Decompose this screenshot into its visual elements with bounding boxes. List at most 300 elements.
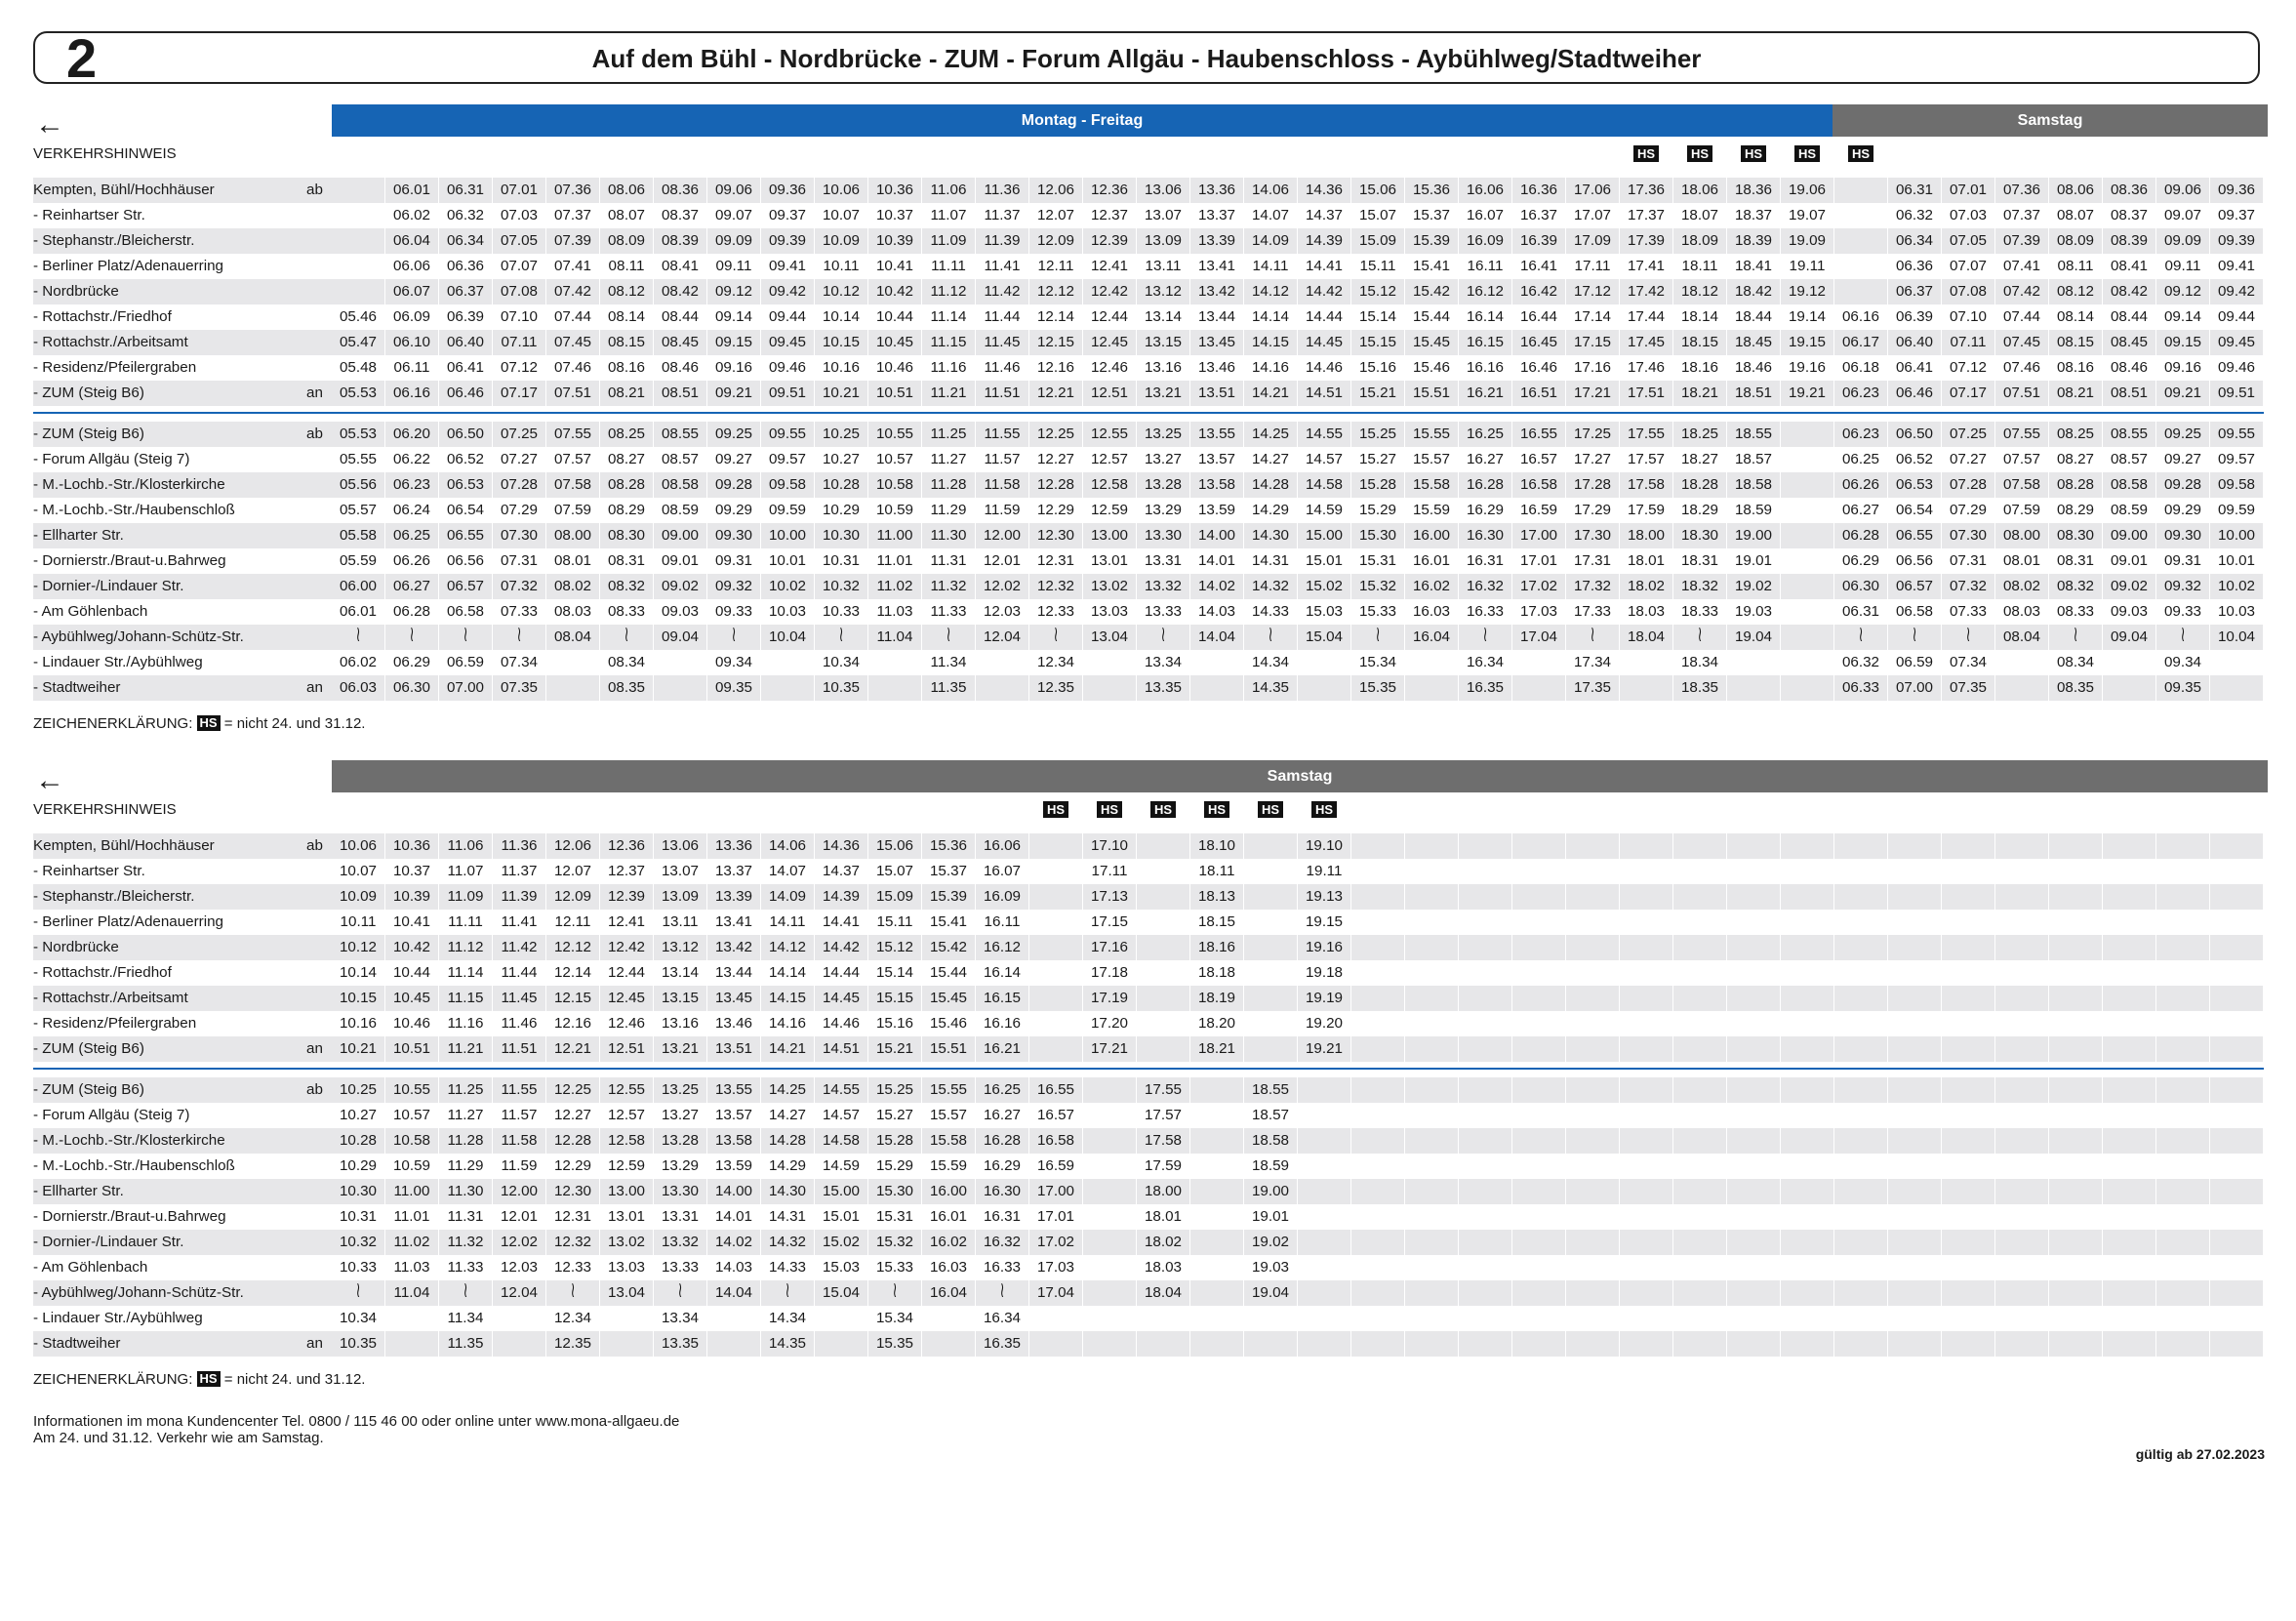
time-cell: 16.32 bbox=[976, 1230, 1029, 1255]
time-cell: 07.44 bbox=[1995, 304, 2049, 330]
time-cell bbox=[922, 1331, 976, 1357]
stop-name: - Stephanstr./Bleicherstr. bbox=[33, 228, 306, 254]
time-cell: 11.46 bbox=[493, 1011, 546, 1036]
time-cell: 12.02 bbox=[493, 1230, 546, 1255]
time-cell: 15.55 bbox=[922, 1077, 976, 1103]
time-cell: 18.27 bbox=[1673, 447, 1727, 472]
time-cell: 10.51 bbox=[385, 1036, 439, 1062]
time-cell bbox=[976, 675, 1029, 701]
time-cell: 06.39 bbox=[439, 304, 493, 330]
time-cell: 14.28 bbox=[1244, 472, 1298, 498]
time-cell: 11.11 bbox=[439, 910, 493, 935]
time-cell: 11.34 bbox=[922, 650, 976, 675]
time-cell: 12.33 bbox=[1029, 599, 1083, 625]
arrival-departure-marker bbox=[306, 548, 332, 574]
time-cell: 19.15 bbox=[1298, 910, 1351, 935]
time-cell bbox=[1781, 1306, 1834, 1331]
hs-marker: HS bbox=[1794, 145, 1820, 162]
time-cell: 16.57 bbox=[1512, 447, 1566, 472]
time-cell bbox=[2103, 1036, 2156, 1062]
time-cell: 10.28 bbox=[332, 1128, 385, 1154]
time-cell: 09.44 bbox=[761, 304, 815, 330]
time-cell: 11.28 bbox=[439, 1128, 493, 1154]
skip-squiggle-icon: ≀ bbox=[570, 1280, 576, 1302]
time-cell bbox=[1888, 1306, 1942, 1331]
time-cell bbox=[2210, 1077, 2264, 1103]
time-cell: 13.59 bbox=[1190, 498, 1244, 523]
time-cell bbox=[1995, 1128, 2049, 1154]
time-cell bbox=[1351, 1230, 1405, 1255]
time-cell bbox=[1673, 1306, 1727, 1331]
time-cell bbox=[1029, 859, 1083, 884]
time-cell bbox=[1620, 1331, 1673, 1357]
time-cell bbox=[2156, 833, 2210, 859]
stop-name: - Forum Allgäu (Steig 7) bbox=[33, 1107, 190, 1123]
time-cell bbox=[1781, 1230, 1834, 1255]
time-cell: 10.27 bbox=[815, 447, 868, 472]
time-cell: 17.00 bbox=[1029, 1179, 1083, 1204]
time-cell bbox=[2049, 1255, 2103, 1280]
time-cell: 11.44 bbox=[493, 960, 546, 986]
time-cell: 10.59 bbox=[385, 1154, 439, 1179]
time-cell: 11.27 bbox=[439, 1103, 493, 1128]
time-cell: 14.35 bbox=[761, 1331, 815, 1357]
time-cell: 09.58 bbox=[2210, 472, 2264, 498]
time-cell: 14.34 bbox=[761, 1306, 815, 1331]
time-cell bbox=[1781, 986, 1834, 1011]
time-cell: 08.03 bbox=[546, 599, 600, 625]
time-cell bbox=[1512, 1306, 1566, 1331]
time-cell: 07.11 bbox=[1942, 330, 1995, 355]
time-cell: 10.06 bbox=[332, 833, 385, 859]
time-cell: 16.25 bbox=[976, 1077, 1029, 1103]
time-cell bbox=[1942, 986, 1995, 1011]
time-cell: 16.21 bbox=[976, 1036, 1029, 1062]
time-cell: 08.46 bbox=[654, 355, 707, 381]
time-cell: 10.21 bbox=[815, 381, 868, 406]
time-cell: 09.35 bbox=[2156, 675, 2210, 701]
time-cell: 11.34 bbox=[439, 1306, 493, 1331]
time-cell bbox=[1834, 625, 1888, 650]
time-cell bbox=[1781, 523, 1834, 548]
time-cell: 13.03 bbox=[1083, 599, 1137, 625]
time-cell: 06.41 bbox=[439, 355, 493, 381]
time-cell: 08.51 bbox=[2103, 381, 2156, 406]
time-cell: 07.25 bbox=[493, 422, 546, 447]
arrival-departure-marker bbox=[306, 330, 332, 355]
time-cell: 06.03 bbox=[332, 675, 385, 701]
time-cell bbox=[1137, 625, 1190, 650]
time-cell bbox=[2049, 935, 2103, 960]
hs-marker: HS bbox=[1633, 145, 1659, 162]
time-cell: 13.45 bbox=[1190, 330, 1244, 355]
time-cell: 07.31 bbox=[493, 548, 546, 574]
time-cell bbox=[1405, 1103, 1459, 1128]
time-cell: 12.42 bbox=[1083, 279, 1137, 304]
time-cell: 11.14 bbox=[922, 304, 976, 330]
time-cell bbox=[1995, 675, 2049, 701]
time-cell: 14.27 bbox=[1244, 447, 1298, 472]
time-cell: 14.04 bbox=[1190, 625, 1244, 650]
time-cell: 07.42 bbox=[546, 279, 600, 304]
time-cell: 11.41 bbox=[976, 254, 1029, 279]
time-cell: 11.15 bbox=[439, 986, 493, 1011]
time-cell bbox=[1888, 1331, 1942, 1357]
time-cell: 19.04 bbox=[1727, 625, 1781, 650]
skip-squiggle-icon: ≀ bbox=[677, 1280, 683, 1302]
time-cell bbox=[1190, 1306, 1244, 1331]
time-cell bbox=[1512, 1255, 1566, 1280]
time-cell bbox=[976, 1280, 1029, 1306]
time-cell: 08.58 bbox=[654, 472, 707, 498]
time-cell: 18.14 bbox=[1673, 304, 1727, 330]
time-cell: 18.00 bbox=[1620, 523, 1673, 548]
stop-name: - M.-Lochb.-Str./Haubenschloß bbox=[33, 502, 235, 518]
time-cell: 09.06 bbox=[707, 178, 761, 203]
hs-marker: HS bbox=[197, 715, 221, 731]
time-cell: 17.12 bbox=[1566, 279, 1620, 304]
time-cell: 06.59 bbox=[1888, 650, 1942, 675]
time-cell: 14.45 bbox=[1298, 330, 1351, 355]
time-cell: 08.59 bbox=[2103, 498, 2156, 523]
time-cell: 10.16 bbox=[815, 355, 868, 381]
time-cell: 06.52 bbox=[1888, 447, 1942, 472]
time-cell bbox=[2210, 675, 2264, 701]
arrival-departure-marker: ab bbox=[306, 833, 332, 859]
time-cell bbox=[2049, 1230, 2103, 1255]
time-cell bbox=[332, 625, 385, 650]
time-cell: 18.01 bbox=[1620, 548, 1673, 574]
time-cell: 15.00 bbox=[1298, 523, 1351, 548]
skip-squiggle-icon: ≀ bbox=[1375, 625, 1381, 646]
time-cell: 15.37 bbox=[1405, 203, 1459, 228]
time-cell bbox=[1029, 625, 1083, 650]
time-cell bbox=[1781, 1179, 1834, 1204]
time-cell: 13.27 bbox=[654, 1103, 707, 1128]
time-cell: 13.01 bbox=[1083, 548, 1137, 574]
time-cell: 11.57 bbox=[493, 1103, 546, 1128]
time-cell bbox=[2156, 1204, 2210, 1230]
time-cell: 08.35 bbox=[2049, 675, 2103, 701]
time-cell bbox=[1351, 1011, 1405, 1036]
time-cell bbox=[1727, 1331, 1781, 1357]
time-cell: 08.29 bbox=[600, 498, 654, 523]
time-cell bbox=[2049, 1179, 2103, 1204]
time-cell: 18.21 bbox=[1673, 381, 1727, 406]
stop-name: - Rottachstr./Friedhof bbox=[33, 964, 172, 981]
time-cell bbox=[976, 650, 1029, 675]
time-cell: 06.58 bbox=[1888, 599, 1942, 625]
table-row bbox=[33, 1204, 2264, 1230]
time-cell: 13.58 bbox=[707, 1128, 761, 1154]
table-row bbox=[33, 523, 2264, 548]
hs-marker: HS bbox=[1097, 801, 1122, 818]
time-cell: 14.16 bbox=[1244, 355, 1298, 381]
time-cell: 09.36 bbox=[761, 178, 815, 203]
time-cell bbox=[1083, 1103, 1137, 1128]
time-cell bbox=[1781, 1128, 1834, 1154]
arrival-departure-marker: an bbox=[306, 381, 332, 406]
time-cell bbox=[1083, 1128, 1137, 1154]
time-cell bbox=[1029, 910, 1083, 935]
arrival-departure-marker bbox=[306, 304, 332, 330]
time-cell: 06.27 bbox=[385, 574, 439, 599]
time-cell: 10.11 bbox=[815, 254, 868, 279]
time-cell: 07.39 bbox=[1995, 228, 2049, 254]
time-cell: 14.07 bbox=[1244, 203, 1298, 228]
time-cell bbox=[2049, 859, 2103, 884]
time-cell: 11.51 bbox=[493, 1036, 546, 1062]
time-cell: 18.21 bbox=[1190, 1036, 1244, 1062]
stop-name: - Reinhartser Str. bbox=[33, 863, 145, 879]
time-cell bbox=[1834, 279, 1888, 304]
time-cell: 12.46 bbox=[600, 1011, 654, 1036]
time-cell: 14.12 bbox=[1244, 279, 1298, 304]
time-cell: 11.03 bbox=[385, 1255, 439, 1280]
time-cell: 12.57 bbox=[600, 1103, 654, 1128]
time-cell bbox=[1459, 859, 1512, 884]
time-cell bbox=[922, 1306, 976, 1331]
time-cell: 17.25 bbox=[1566, 422, 1620, 447]
time-cell bbox=[1834, 228, 1888, 254]
stop-name: - Dornierstr./Braut-u.Bahrweg bbox=[33, 1208, 226, 1225]
time-cell: 09.57 bbox=[2210, 447, 2264, 472]
time-cell: 19.00 bbox=[1244, 1179, 1298, 1204]
time-cell: 08.31 bbox=[600, 548, 654, 574]
time-cell bbox=[2049, 1154, 2103, 1179]
time-cell bbox=[2156, 1011, 2210, 1036]
time-cell: 09.12 bbox=[2156, 279, 2210, 304]
time-cell: 09.31 bbox=[707, 548, 761, 574]
time-cell: 13.32 bbox=[1137, 574, 1190, 599]
time-cell bbox=[1459, 1179, 1512, 1204]
time-cell bbox=[2156, 625, 2210, 650]
time-cell: 12.44 bbox=[1083, 304, 1137, 330]
time-cell bbox=[1566, 960, 1620, 986]
time-cell: 05.47 bbox=[332, 330, 385, 355]
time-cell bbox=[1244, 960, 1298, 986]
time-cell bbox=[1620, 910, 1673, 935]
table-row bbox=[33, 574, 2264, 599]
skip-squiggle-icon: ≀ bbox=[516, 625, 522, 646]
time-cell: 13.21 bbox=[1137, 381, 1190, 406]
time-cell: 05.58 bbox=[332, 523, 385, 548]
time-cell bbox=[1566, 1011, 1620, 1036]
time-cell: 12.27 bbox=[1029, 447, 1083, 472]
time-cell: 07.58 bbox=[1995, 472, 2049, 498]
time-cell: 14.16 bbox=[761, 1011, 815, 1036]
time-cell: 18.15 bbox=[1673, 330, 1727, 355]
time-cell: 09.28 bbox=[2156, 472, 2210, 498]
time-cell bbox=[1781, 650, 1834, 675]
arrival-departure-marker bbox=[306, 1154, 332, 1179]
time-cell bbox=[1834, 960, 1888, 986]
table-row bbox=[33, 910, 2264, 935]
time-cell bbox=[1620, 1230, 1673, 1255]
time-cell: 09.46 bbox=[2210, 355, 2264, 381]
time-cell bbox=[1405, 859, 1459, 884]
time-cell: 17.13 bbox=[1083, 884, 1137, 910]
time-cell: 17.39 bbox=[1620, 228, 1673, 254]
time-cell bbox=[1351, 625, 1405, 650]
time-cell: 09.39 bbox=[761, 228, 815, 254]
time-cell bbox=[2049, 910, 2103, 935]
time-cell: 06.57 bbox=[1888, 574, 1942, 599]
time-cell: 09.07 bbox=[707, 203, 761, 228]
stop-name: - Stadtweiher bbox=[33, 1331, 306, 1357]
time-cell: 16.34 bbox=[1459, 650, 1512, 675]
arrival-departure-marker bbox=[306, 1230, 332, 1255]
time-cell: 10.25 bbox=[815, 422, 868, 447]
time-cell bbox=[1083, 1280, 1137, 1306]
time-cell: 06.25 bbox=[385, 523, 439, 548]
arrival-departure-marker bbox=[306, 1179, 332, 1204]
time-cell: 06.30 bbox=[1834, 574, 1888, 599]
time-cell: 13.58 bbox=[1190, 472, 1244, 498]
time-cell: 17.36 bbox=[1620, 178, 1673, 203]
route-number: 2 bbox=[66, 27, 98, 89]
skip-squiggle-icon: ≀ bbox=[355, 1280, 361, 1302]
time-cell: 09.02 bbox=[654, 574, 707, 599]
time-cell: 13.44 bbox=[707, 960, 761, 986]
time-cell: 19.16 bbox=[1298, 935, 1351, 960]
arrival-departure-marker: an bbox=[306, 675, 332, 701]
time-cell bbox=[1620, 1255, 1673, 1280]
time-cell: 18.03 bbox=[1137, 1255, 1190, 1280]
time-cell bbox=[2049, 1331, 2103, 1357]
time-cell bbox=[2210, 1103, 2264, 1128]
time-cell: 12.59 bbox=[1083, 498, 1137, 523]
stop-name: - Forum Allgäu (Steig 7) bbox=[33, 451, 190, 467]
time-cell: 10.01 bbox=[761, 548, 815, 574]
skip-squiggle-icon: ≀ bbox=[1965, 625, 1971, 646]
time-cell: 13.02 bbox=[600, 1230, 654, 1255]
time-cell bbox=[1727, 960, 1781, 986]
time-cell: 10.29 bbox=[815, 498, 868, 523]
time-cell bbox=[1727, 935, 1781, 960]
time-cell: 06.27 bbox=[1834, 498, 1888, 523]
time-cell: 09.27 bbox=[2156, 447, 2210, 472]
time-cell: 16.27 bbox=[976, 1103, 1029, 1128]
time-cell: 06.32 bbox=[439, 203, 493, 228]
time-cell bbox=[1351, 986, 1405, 1011]
time-cell: 16.11 bbox=[1459, 254, 1512, 279]
time-cell bbox=[1620, 675, 1673, 701]
info-line: Am 24. und 31.12. Verkehr wie am Samstag. bbox=[33, 1430, 324, 1446]
time-cell bbox=[1673, 1077, 1727, 1103]
time-cell: 09.33 bbox=[2156, 599, 2210, 625]
time-cell: 07.10 bbox=[493, 304, 546, 330]
time-cell: 16.06 bbox=[1459, 178, 1512, 203]
time-cell: 15.25 bbox=[1351, 422, 1405, 447]
time-cell: 10.09 bbox=[815, 228, 868, 254]
time-cell bbox=[1405, 675, 1459, 701]
time-cell: 10.33 bbox=[815, 599, 868, 625]
time-cell: 07.58 bbox=[546, 472, 600, 498]
time-cell bbox=[1888, 1255, 1942, 1280]
time-cell bbox=[1620, 1280, 1673, 1306]
time-cell bbox=[2210, 935, 2264, 960]
time-cell bbox=[1781, 447, 1834, 472]
time-cell: 08.15 bbox=[600, 330, 654, 355]
time-cell: 08.11 bbox=[600, 254, 654, 279]
time-cell: 13.33 bbox=[1137, 599, 1190, 625]
time-cell: 12.00 bbox=[976, 523, 1029, 548]
time-cell: 06.53 bbox=[439, 472, 493, 498]
time-cell bbox=[1566, 1128, 1620, 1154]
time-cell: 18.28 bbox=[1673, 472, 1727, 498]
skip-squiggle-icon: ≀ bbox=[409, 625, 415, 646]
skip-squiggle-icon: ≀ bbox=[838, 625, 844, 646]
time-cell: 09.45 bbox=[761, 330, 815, 355]
time-cell: 19.09 bbox=[1781, 228, 1834, 254]
time-cell: 08.16 bbox=[600, 355, 654, 381]
time-cell bbox=[1673, 910, 1727, 935]
time-cell bbox=[1351, 1280, 1405, 1306]
time-cell bbox=[2210, 1179, 2264, 1204]
time-cell bbox=[1029, 1011, 1083, 1036]
time-cell: 10.33 bbox=[332, 1255, 385, 1280]
time-cell: 12.00 bbox=[493, 1179, 546, 1204]
time-cell: 13.57 bbox=[1190, 447, 1244, 472]
time-cell: 17.14 bbox=[1566, 304, 1620, 330]
table-row bbox=[33, 381, 2264, 406]
table-row bbox=[33, 1077, 2264, 1103]
time-cell bbox=[2210, 1154, 2264, 1179]
time-cell bbox=[1029, 935, 1083, 960]
time-cell: 17.03 bbox=[1029, 1255, 1083, 1280]
time-cell: 08.55 bbox=[2103, 422, 2156, 447]
time-cell: 14.35 bbox=[1244, 675, 1298, 701]
time-cell bbox=[1673, 935, 1727, 960]
time-cell: 17.37 bbox=[1620, 203, 1673, 228]
time-cell bbox=[1029, 833, 1083, 859]
time-cell bbox=[1673, 1280, 1727, 1306]
table-row bbox=[33, 1306, 2264, 1331]
time-cell: 18.00 bbox=[1137, 1179, 1190, 1204]
time-cell: 06.34 bbox=[1888, 228, 1942, 254]
stop-name: - Stephanstr./Bleicherstr. bbox=[33, 884, 306, 910]
time-cell: 07.41 bbox=[1995, 254, 2049, 279]
time-cell bbox=[1620, 884, 1673, 910]
time-cell: 15.41 bbox=[1405, 254, 1459, 279]
time-cell bbox=[2049, 986, 2103, 1011]
time-cell: 07.55 bbox=[1995, 422, 2049, 447]
time-cell: 09.37 bbox=[761, 203, 815, 228]
time-cell: 17.57 bbox=[1137, 1103, 1190, 1128]
time-cell bbox=[1995, 1255, 2049, 1280]
time-cell: 06.24 bbox=[385, 498, 439, 523]
time-cell: 07.35 bbox=[1942, 675, 1995, 701]
time-cell bbox=[1459, 1204, 1512, 1230]
time-cell: 15.21 bbox=[1351, 381, 1405, 406]
time-cell: 10.28 bbox=[815, 472, 868, 498]
time-cell bbox=[2103, 884, 2156, 910]
skip-squiggle-icon: ≀ bbox=[946, 625, 951, 646]
time-cell bbox=[1834, 1179, 1888, 1204]
time-cell: 12.28 bbox=[1029, 472, 1083, 498]
time-cell: 06.23 bbox=[385, 472, 439, 498]
time-cell bbox=[332, 279, 385, 304]
time-cell: 12.34 bbox=[546, 1306, 600, 1331]
time-cell bbox=[1781, 599, 1834, 625]
time-cell: 19.10 bbox=[1298, 833, 1351, 859]
table-row bbox=[33, 935, 2264, 960]
time-cell: 15.14 bbox=[1351, 304, 1405, 330]
time-cell bbox=[1834, 1154, 1888, 1179]
time-cell: 08.01 bbox=[1995, 548, 2049, 574]
time-cell: 14.39 bbox=[1298, 228, 1351, 254]
